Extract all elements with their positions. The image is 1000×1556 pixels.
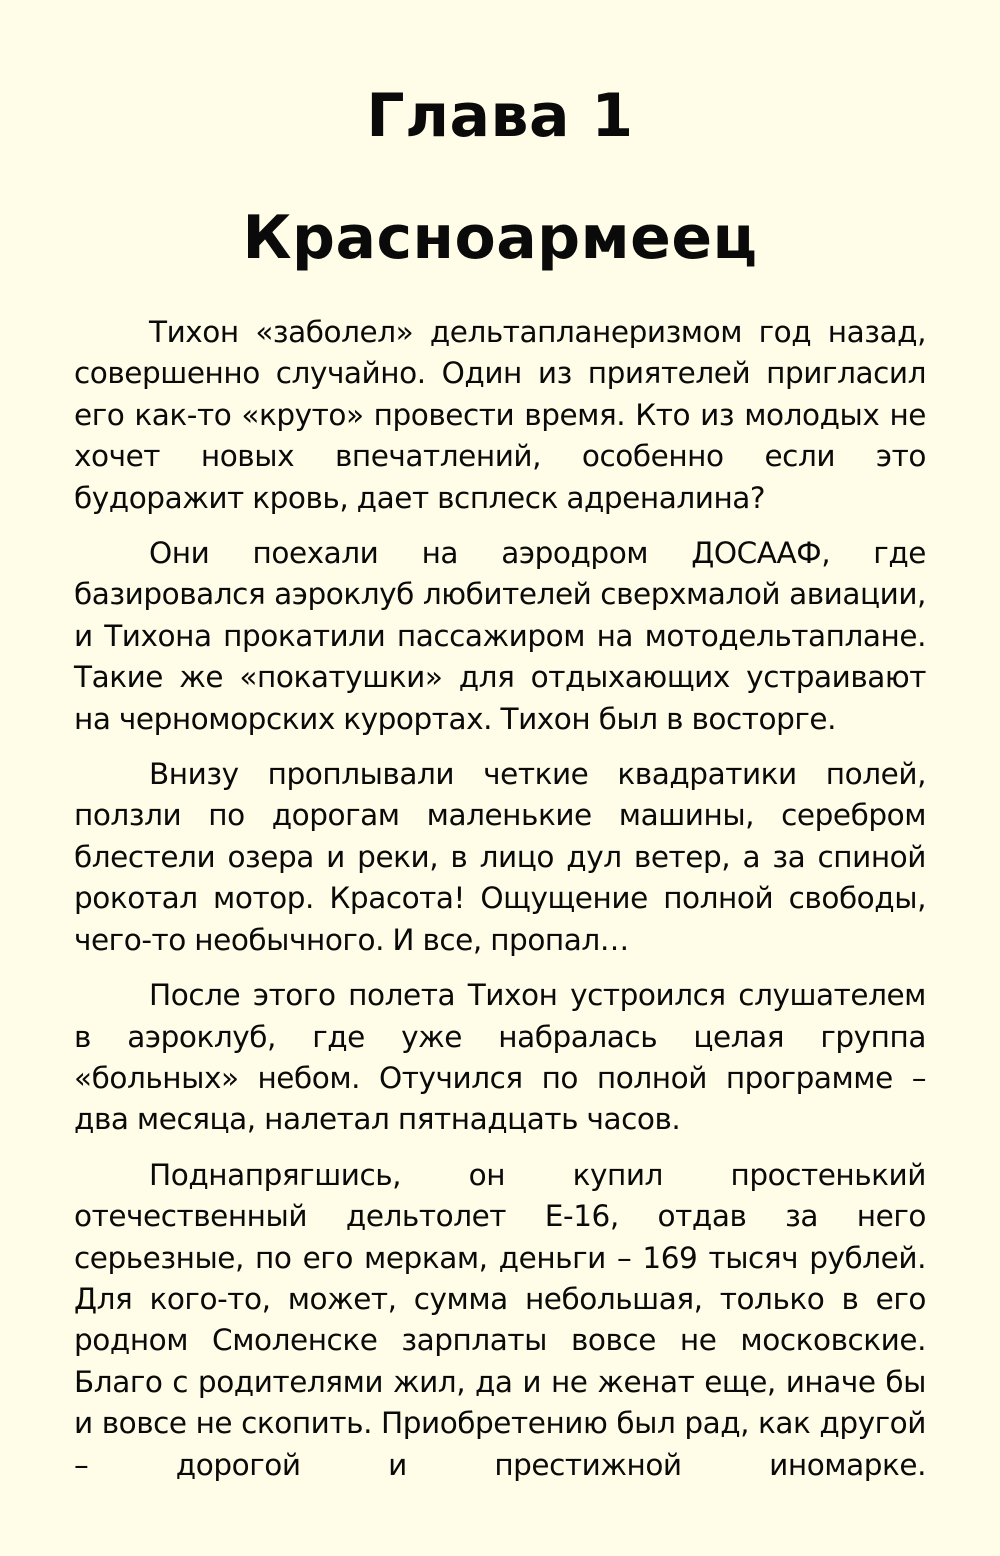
paragraph: Тихон «заболел» дельтапланеризмом год назад, совершенно случайно. Один из приятелей пригласил его как-то «круто» провести время. Кто из молодых не хочет новых впечатлений, особенно если это будоражит кровь, дает всплеск адреналина? — [74, 315, 926, 515]
paragraph: Они поехали на аэродром ДОСААФ, где базировался аэроклуб любителей сверхмалой авиации, и Тихона прокатили пассажиром на мотодельтаплане. Такие же «покатушки» для отдыхающих устраивают на черноморских курортах. Тихон был в восторге. — [74, 536, 926, 736]
chapter-body — [74, 312, 926, 1486]
paragraph: Поднапрягшись, он купил простенький отечественный дельтолет Е-16, отдав за него серьезные, по его меркам, деньги – 169 тысяч рублей. Для кого-то, может, сумма небольшая, только в его родном Смоленске зарплаты вовсе не московские. Благо с родителями жил, да и не женат еще, иначе бы и вовсе не скопить. Приобретению был рад, как другой – дорогой и престижной иномарке. — [74, 1157, 926, 1482]
paragraph: После этого полета Тихон устроился слушателем в аэроклуб, где уже набралась целая группа «больных» небом. Отучился по полной программе – два месяца, налетал пятнадцать часов. — [74, 978, 926, 1137]
chapter-title: Красноармеец — [242, 203, 758, 273]
paragraph: Внизу проплывали четкие квадратики полей, ползли по дорогам маленькие машины, серебром блестели озера и реки, в лицо дул ветер, а за спиной рокотал мотор. Красота! Ощущение полной свободы, чего-то необычного. И все, пропал… — [74, 757, 926, 957]
chapter-number: Глава 1 — [366, 81, 634, 151]
